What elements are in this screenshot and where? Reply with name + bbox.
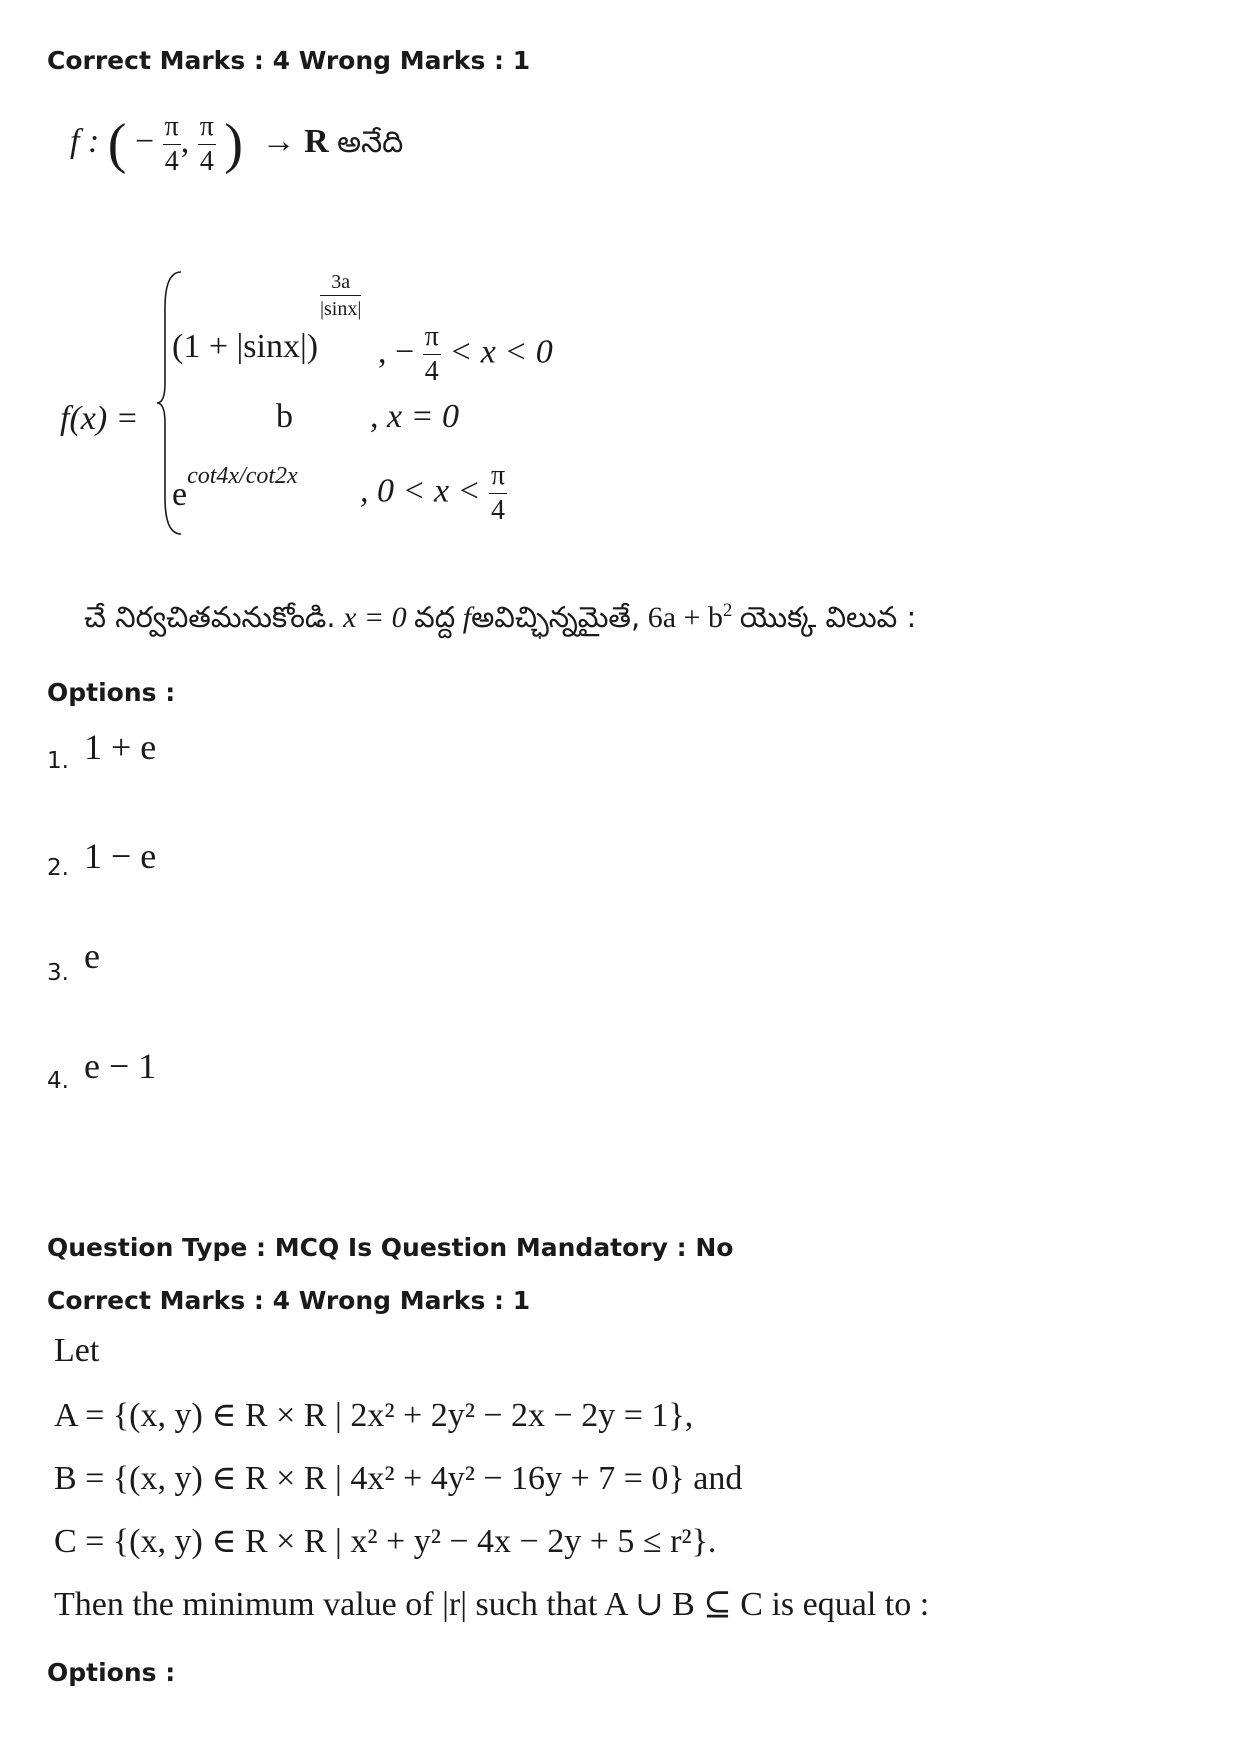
case1-exponent: $\frac{3a}{|\sin x|}$ xyxy=(320,271,362,320)
options-heading-2: Options : xyxy=(47,1658,176,1687)
case1-base: (1 + |sinx|) xyxy=(172,328,319,365)
set-a-definition: A = {(x, y) ∈ R × R | 2x² + 2y² − 2x − 2y = 1}, xyxy=(54,1397,694,1434)
option-3-number: 3. xyxy=(47,960,69,986)
case2-condition: , x = 0 xyxy=(370,398,460,435)
option-1-value[interactable]: 1 + e xyxy=(84,727,157,767)
set-b-definition: B = {(x, y) ∈ R × R | 4x² + 4y² − 16y + 7 = 0} and xyxy=(54,1460,743,1497)
case3-expression: $e^{cot4x/cot2x}$ xyxy=(172,463,298,513)
option-4-number: 4. xyxy=(47,1068,69,1094)
option-4-value[interactable]: e − 1 xyxy=(84,1046,157,1086)
correct-wrong-marks: Correct Marks : 4 Wrong Marks : 1 xyxy=(47,46,531,75)
question-text: Then the minimum value of |r| such that A ∪ B ⊆ C is equal to : xyxy=(54,1586,930,1623)
question-type-line: Question Type : MCQ Is Question Mandatory : No xyxy=(47,1233,734,1262)
option-2-value[interactable]: 1 − e xyxy=(84,836,157,876)
question-statement: చే నిర్వచితమనుకోండి. x = 0 వద్ద fఅవిచ్ఛిన్నమైతే, $6a + b^2$ యొక్క విలువ : xyxy=(84,599,917,634)
domain-lower-fraction: $\frac{\pi}{4}$ xyxy=(164,110,179,177)
set-c-definition: C = {(x, y) ∈ R × R | x² + y² − 4x − 2y + 5 ≤ r²}. xyxy=(54,1523,717,1560)
piecewise-lhs: f(x) = xyxy=(60,400,139,437)
case1-condition: , − $\frac{\pi}{4}$ < x < 0 xyxy=(378,321,553,387)
option-1-number: 1. xyxy=(47,748,69,774)
correct-wrong-marks-2: Correct Marks : 4 Wrong Marks : 1 xyxy=(47,1286,531,1315)
function-domain-line: f : ( − $\frac{\pi}{4}$ , $\frac{\pi}{4}$ ) → R అనేది xyxy=(70,110,404,177)
option-2-number: 2. xyxy=(47,855,69,881)
option-3-value[interactable]: e xyxy=(84,936,100,976)
case2-value: b xyxy=(276,398,293,435)
options-heading: Options : xyxy=(47,678,176,707)
case3-condition: , 0 < x < $\frac{\pi}{4}$ xyxy=(360,460,506,526)
let-text: Let xyxy=(54,1332,100,1369)
domain-upper-fraction: $\frac{\pi}{4}$ xyxy=(199,110,214,177)
